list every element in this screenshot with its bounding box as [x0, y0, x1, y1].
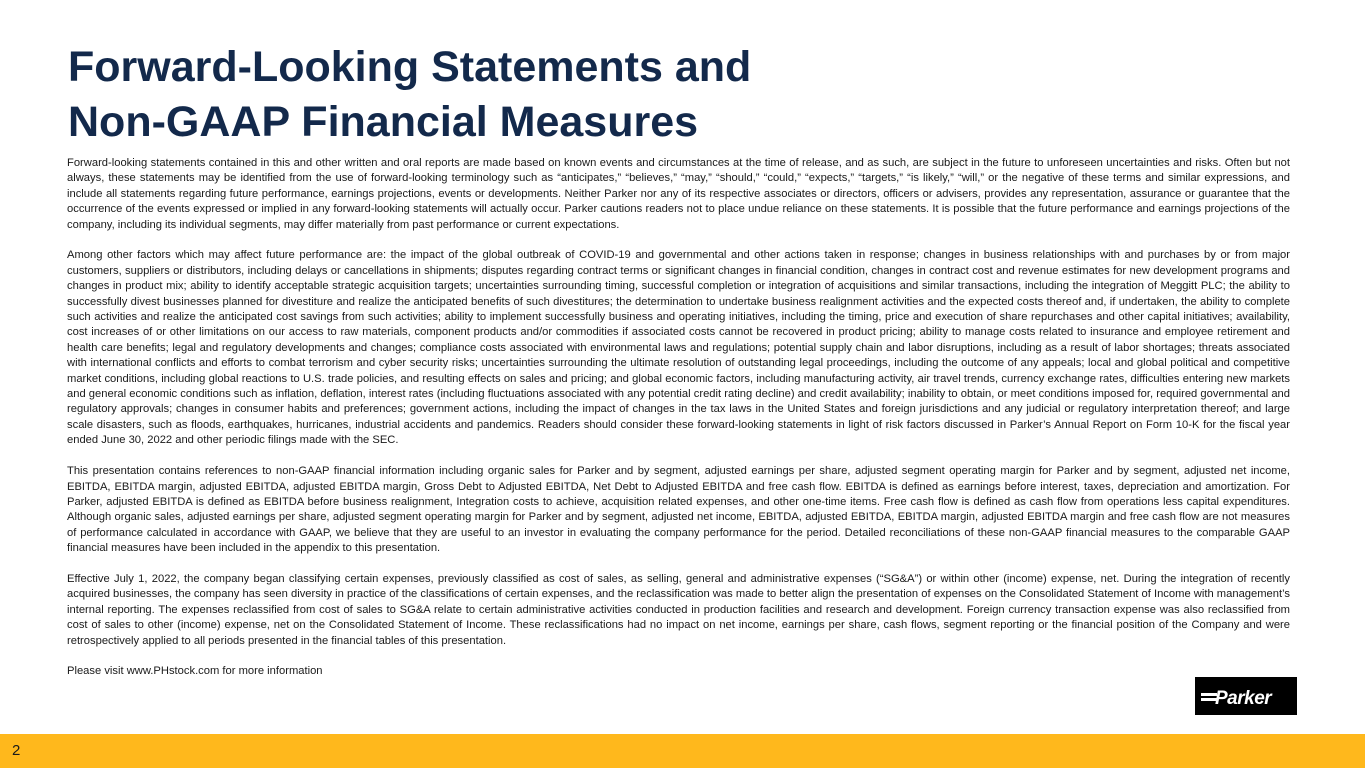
paragraph-risk-factors: Among other factors which may affect future performance are: the impact of the global outbreak of COVID-19 and governmental and other actions taken in response; changes in business relationships with and purchases by or from major customers, suppliers or distributors, including delays or cancellations in shipments; disputes regarding contract terms or significant changes in financial condition, changes in contract cost and revenue estimates for new development programs and changes in product mix; ability to identify acceptable strategic acquisition targets; uncertainties surrounding timing, successful completion or integration of acquisitions and similar transactions, including the integration of Meggitt PLC; the ability to successfully divest businesses planned for divestiture and realize the anticipated benefits of such divestitures; the determination to undertake business realignment activities and the expected costs thereof and, if undertaken, the ability to complete such activities and realize the anticipated cost savings from such activities; ability to implement successfully business and operating initiatives, including the timing, price and execution of share repurchases and other capital initiatives; availability, cost increases of or other limitations on our access to raw materials, component products and/or commodities if associated costs cannot be recovered in product pricing; ability to manage costs related to insurance and employee retirement and health care benefits; legal and regulatory developments and changes; compliance costs associated with environmental laws and regulations; potential supply chain and labor disruptions, including as a result of labor shortages; threats associated with international conflicts and efforts to combat terrorism and cyber security risks; uncertainties surrounding the ultimate resolution of outstanding legal proceedings, including the outcome of any appeals; local and global political and competitive market conditions, including global reactions to U.S. trade policies, and resulting effects on sales and pricing; and global economic factors, including manufacturing activity, air travel trends, currency exchange rates, difficulties entering new markets and general economic conditions such as inflation, deflation, interest rates (including fluctuations associated with any potential credit rating decline) and credit availability; inability to obtain, or meet conditions imposed for, required governmental and regulatory approvals; changes in consumer habits and preferences; government actions, including the impact of changes in the tax laws in the United States and foreign jurisdictions and any judicial or regulatory interpretation thereof; and large scale disasters, such as floods, earthquakes, hurricanes, industrial accidents and pandemics. Readers should consider these forward-looking statements in light of risk factors discussed in Parker’s Annual Report on Form 10-K for the fiscal year ended June 30, 2022 and other periodic filings made with the SEC.: [67, 249, 1290, 447]
page-number: 2: [12, 742, 21, 759]
slide-title-line-2: Non-GAAP Financial Measures: [68, 98, 699, 146]
slide-title: [68, 40, 1068, 150]
paragraph-non-gaap: This presentation contains references to non-GAAP financial information including organic sales for Parker and by segment, adjusted earnings per share, adjusted segment operating margin for Parker and by segment, adjusted net income, EBITDA, EBITDA margin, adjusted EBITDA, adjusted EBITDA margin, Gross Debt to Adjusted EBITDA, Net Debt to Adjusted EBITDA and free cash flow. EBITDA is defined as earnings before interest, taxes, depreciation and amortization. For Parker, adjusted EBITDA is defined as EBITDA before business realignment, Integration costs to achieve, acquisition related expenses, and other one-time items. Free cash flow is defined as cash flow from operations less capital expenditures. Although organic sales, adjusted earnings per share, adjusted segment operating margin for Parker and by segment, adjusted net income, EBITDA, adjusted EBITDA, EBITDA margin, adjusted EBITDA margin and free cash flow are not measures of performance calculated in accordance with GAAP, we believe that they are useful to an investor in evaluating the company performance for the period. Detailed reconciliations of these non-GAAP financial measures to the comparable GAAP financial measures have been included in the appendix to this presentation.: [67, 465, 1290, 555]
parker-logo-wordmark: Parker: [1215, 688, 1272, 709]
disclaimer-body: [67, 156, 1290, 680]
paragraph-forward-looking: Forward-looking statements contained in this and other written and oral reports are made based on known events and circumstances at the time of release, and as such, are subject in the future to unforeseen uncertainties and risks. Often but not always, these statements may be identified from the use of forward-looking terminology such as “anticipates,” “believes,” “may,” “should,” “could,” “expects,” “targets,” “is likely,” “will,” or the negative of these terms and similar expressions, and include all statements regarding future performance, earnings projections, events or developments. Neither Parker nor any of its respective associates or directors, officers or advisers, provides any representation, assurance or guarantee that the occurrence of the events expressed or implied in any forward-looking statements will actually occur. Parker cautions readers not to place undue reliance on these statements. It is possible that the future performance and earnings projections of the company, including its individual segments, may differ materially from past performance or current expectations.: [67, 157, 1290, 231]
paragraph-reclassification: Effective July 1, 2022, the company began classifying certain expenses, previously classified as cost of sales, as selling, general and administrative expenses (“SG&A”) or within other (income) expense, net. During the integration of recently acquired businesses, the company has seen diversity in practice of the classifications of certain expenses, and the reclassification was made to better align the presentation of expenses on the Consolidated Statement of Income with management’s internal reporting. The expenses reclassified from cost of sales to SG&A relate to certain administrative activities conducted in production facilities and research and development. Foreign currency transaction expense was also reclassified from cost of sales to other (income) expense, net on the Consolidated Statement of Income. These reclassifications had no impact on net income, earnings per share, cash flows, segment reporting or the financial position of the Company and were retrospectively applied to all periods presented in the financial tables of this presentation.: [67, 572, 1290, 647]
footer-bar: [0, 734, 1365, 768]
parker-logo: [1195, 677, 1297, 715]
parker-logo-icon: [1195, 677, 1297, 715]
slide-title-line-1: Forward-Looking Statements and: [68, 43, 752, 91]
visit-website-text: Please visit www.PHstock.com for more information: [67, 665, 323, 678]
